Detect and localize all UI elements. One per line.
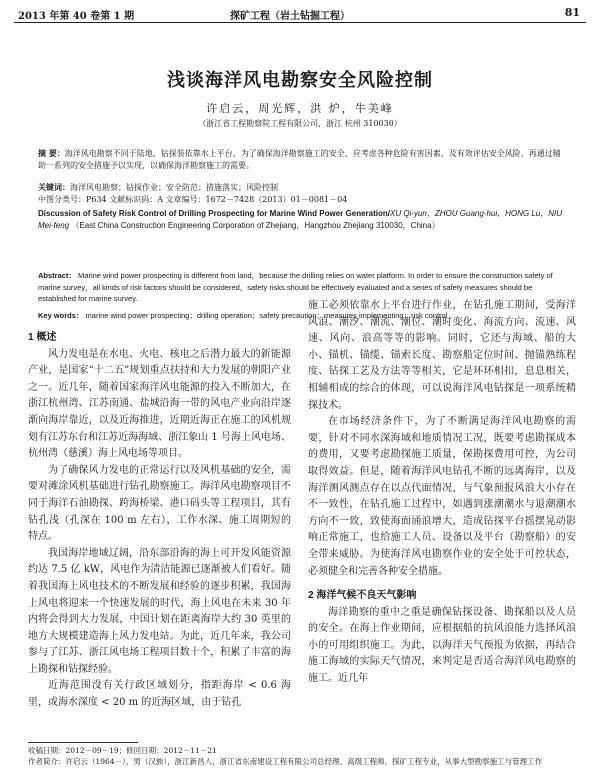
english-abstract-label: Abstract： [38, 271, 76, 280]
abstract-cn [38, 148, 568, 171]
footnote-author-bio: 作者简介：许启云（1964－），男（汉族），浙江新昌人，浙江省东南建设工程有限公司总经理、高级工程师，探矿工程专业，从事大型勘察施工与管理工作 [28, 757, 543, 766]
english-abstract-text: Marine wind power prospecting is different from land，because the drilling relies on water platform. In order to ensure the construction safety of marine survey，all kinds of risk factors should be considered，safety risks should be effectively evaluated and a series of safety measures should be established for marine survey. [38, 271, 553, 303]
english-keywords-label: Key words： [38, 311, 84, 320]
journal-issue: 2013 年第 40 卷第 1 期 [18, 11, 135, 22]
section-1-heading: 1 概述 [28, 332, 57, 343]
section-2-heading: 2 海洋气候不良天气影响 [308, 590, 417, 602]
english-affiliation: （East China Construction Engineering Corporation of Zhejiang，Hangzhou Zhejiang 310030，China） [71, 220, 440, 230]
page-header [0, 0, 600, 24]
journal-name: 探矿工程（岩土钻掘工程） [230, 11, 350, 22]
footnote-rule [28, 742, 138, 743]
keywords-cn-label: 关键词： [38, 182, 70, 192]
right-column [308, 298, 576, 688]
header-rule [14, 22, 586, 23]
section-2-paragraph-1: 海洋勘察的重中之重是确保钻探设备、勘探船以及人员的安全。在海上作业期间，应根据船的抗风浪能力选择风浪小的可用组织施工。为此，以海洋天气预报为依据，再结合施工海域的实际天气情况，来判定是否适合海洋风电勘察的施工。近几年 [308, 606, 576, 685]
english-keywords-text: marine wind power prospecting；drilling operation；safety precaution；measures implementing；risk control [85, 311, 448, 320]
english-title: Discussion of Safety Risk Control of Drilling Prospecting for Marine Wind Power Generation/ [38, 209, 390, 218]
right-paragraph-2: 在市场经济条件下，为了不断满足海洋风电勘察的需要，针对不同水深海域和地质情况工况，既要考虑勘探成本的费用，又要考虑勘探施工质量，保勘探费用可控，为公司取得效益。但是，随着海洋风电钻孔不断的远离海岸，以及海洋测风测点存在以点代面情况，与气象预报风浪大小存在不一致性，在钻孔施工过程中，如遇到涨潮潮水与退潮潮水方向不一致，致使海面涌浪增大，造成钻探平台摇摆晃动影响正常施工，也给施工人员、设备以及平台（勘察船）的安全带来威胁。为使海洋风电勘察作业的安全处于可控状态，必须健全和完善各种安全措施。 [308, 416, 576, 577]
abstract-cn-label: 摘 要： [38, 148, 65, 158]
english-title-block [38, 208, 568, 231]
right-paragraph-1: 施工必须依靠水上平台进行作业，在钻孔施工期间，受海洋风浪、潮汐、潮流、潮位、潮时变化、海流方向、流速、风速、风向、浪高等等的影响。同时，它还与海域、船的大小、锚机、锚缆、锚索长度、勘察船定位时间、抛锚熟练程度、钻探工艺及方法等等相关，它是环环相扣，息息相关，相辅相成的综合的体现，可以说海洋风电钻探是一项系统精探技术。 [308, 300, 576, 411]
english-authors: XU Qi-yun，ZHOU Guang-hui，HONG Lu，NIU Mei-feng [38, 209, 563, 230]
article-authors: 许启云，周光辉，洪 炉，牛美峰 [206, 102, 394, 115]
article-title: 浅谈海洋风电勘察安全风险控制 [167, 70, 433, 91]
footnote-received: 收稿日期：2012－09－19；修回日期：2012－11－21 [28, 746, 217, 755]
page-number: 81 [564, 6, 580, 19]
section-1-paragraph-1: 风力发电是在水电、火电、核电之后潜力最大的新能源产业，是国家“十二五”规划重点扶持和大力发展的朝阳产业之一。近几年，随着国家海洋风电能源的投入不断加大，在浙江杭州湾、江苏南通、盐城沿海一带的风电产业向沿岸逐渐向海岸靠近，以及近海推进，近期近海正在施工的风机规划有江苏东台和江苏近海海域、浙江象山 1 号海上风电场、杭州湾（慈溪）海上风电场等项目。 [28, 348, 291, 460]
section-1-paragraph-4: 近海范围没有关行政区域划分，指距海岸 < 0.6 海里，或海水深度 < 20 m 的近海区域，由于钻孔 [28, 680, 291, 709]
section-1-paragraph-3: 我国海岸地域辽阔，沿东部沿海的海上可开发风能资源约达 7.5 亿 kW，风电作为清洁能源已逐渐被人们看好。随着我国海上风电技术的不断发展和经验的逐步积累，我国海上风电将迎来一个快速发展的时代，海上风电在未来 30 年内将会得到大力发展，中国计划在距离海岸大约 30 英里的地方大规模建造海上风力发电站。为此，近几年来，我公司参与了江苏、浙江风电场工程项目数十个，积累了丰富的海上勘探和钻探经验。 [28, 547, 291, 675]
left-column [28, 330, 291, 712]
keywords-cn-text: 海洋风电勘察；钻探作业；安全防范；措施落实；风险控制 [70, 183, 278, 192]
section-1-paragraph-2: 为了确保风力发电的正常运行以及风机基础的安全，需要对滩涂风机基础进行钻孔勘察施工。海洋风电勘察项目不同于海洋石油勘探、跨海桥梁、港口码头等工程项目，其有钻孔浅（孔深在 100 m 左右），工作水深、施工周期短的特点。 [28, 464, 291, 543]
abstract-cn-text: 海洋风电勘察不同于陆地，钻探装依靠水上平台，为了确保海洋勘察施工的安全，应考虑各种危险有害因素，及有效评估安全风险，再通过辅助一系列的安全措施予以实现，以确保海洋勘察施工的需要。 [38, 149, 561, 170]
article-affiliation: （浙江省工程勘察院工程有限公司，浙江 杭州 310030） [198, 119, 402, 128]
keywords-cn [38, 182, 568, 194]
classification-line: 中图分类号：P634 文献标识码：A 文章编号：1672－7428（2013）01－0081－04 [38, 195, 348, 204]
